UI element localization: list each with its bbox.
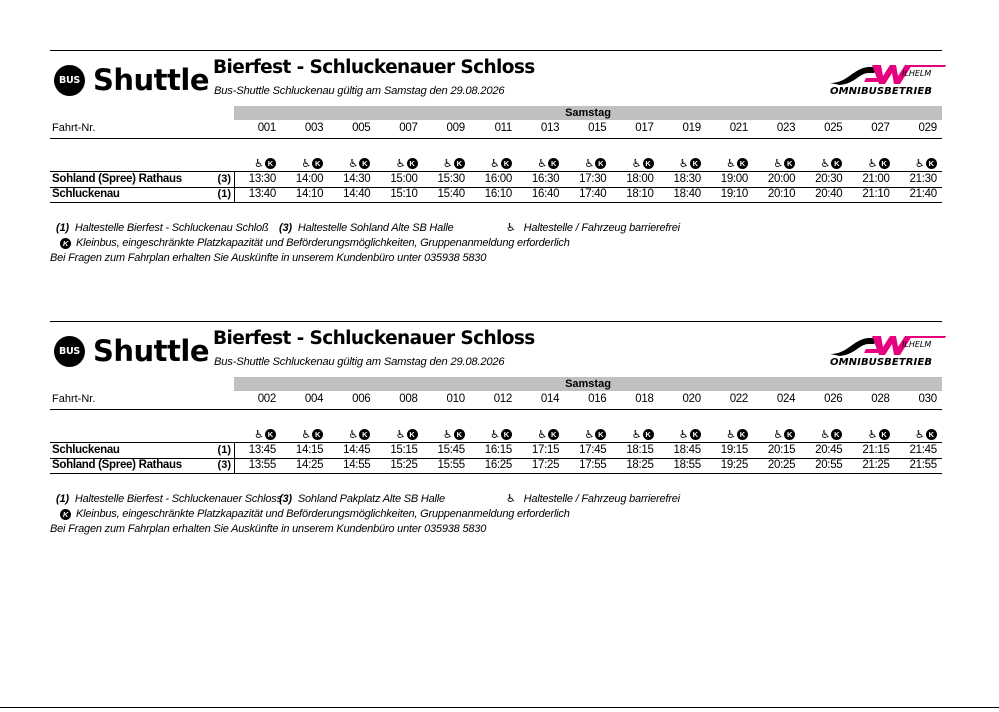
departure-time: 14:00 [295, 173, 324, 185]
trip-number: 030 [918, 393, 937, 405]
departure-time: 18:15 [626, 444, 654, 456]
trip-number: 016 [588, 393, 607, 405]
kleinbus-icon: K [643, 429, 654, 440]
departure-time: 21:45 [909, 444, 937, 456]
kleinbus-icon: K [926, 158, 937, 169]
departure-time: 20:30 [815, 173, 843, 185]
stop-note: (3) [217, 173, 231, 185]
table-rule [50, 473, 942, 474]
departure-time: 16:15 [484, 444, 512, 456]
kleinbus-icon: K [501, 429, 512, 440]
kleinbus-icon: K [784, 158, 795, 169]
barrierefrei-text: Haltestelle / Fahrzeug barrierefrei [523, 222, 680, 234]
departure-time: 20:10 [767, 188, 796, 200]
kleinbus-icon: K [60, 238, 71, 249]
kleinbus-icon: K [595, 429, 606, 440]
trip-attributes [881, 428, 937, 441]
kleinbus-icon: K [879, 158, 890, 169]
wheelchair-icon: ♿ [348, 428, 359, 441]
contact-note: Bei Fragen zum Fahrplan erhalten Sie Auskünfte in unserem Kundenbüro unter 035938 5830 [50, 523, 487, 535]
kleinbus-icon: K [831, 429, 842, 440]
trip-number: 025 [824, 122, 843, 134]
barrierefrei-text: Haltestelle / Fahrzeug barrierefrei [523, 493, 680, 505]
logo-text: Shuttle [93, 63, 210, 97]
wheelchair-icon: ♿ [584, 157, 595, 170]
departure-time: 20:25 [767, 459, 796, 471]
departure-time: 18:30 [673, 173, 701, 185]
departure-time: 16:10 [484, 188, 512, 200]
departure-time: 18:45 [673, 444, 701, 456]
kleinbus-note [60, 237, 570, 249]
logo-text: Shuttle [93, 334, 210, 368]
footnote-1-text: Haltestelle Bierfest - Schluckenauer Schloss [74, 493, 282, 505]
trip-number: 029 [918, 122, 937, 134]
trip-number: 009 [446, 122, 465, 134]
table-rule [50, 202, 942, 203]
day-header: Samstag [234, 377, 942, 391]
footnote-3-text: Sohland Pakplatz Alte SB Halle [297, 493, 445, 505]
shuttle-logo [54, 333, 209, 369]
wheelchair-icon: ♿ [631, 157, 642, 170]
wilhelm-brand-logo [828, 332, 946, 372]
wheelchair-icon: ♿ [301, 428, 312, 441]
departure-time: 21:40 [909, 188, 937, 200]
timetable-subtitle: Bus-Shuttle Schluckenau gültig am Samstag den 29.08.2026 [214, 356, 505, 368]
wheelchair-icon: ♿ [678, 157, 689, 170]
trip-number: 001 [257, 122, 276, 134]
trip-number: 020 [682, 393, 701, 405]
bus-badge-icon: BUS [54, 65, 85, 96]
trip-number: 021 [729, 122, 748, 134]
barrierefrei-note [506, 222, 680, 234]
brand-name: OMNIBUSBETRIEB [830, 357, 933, 368]
departure-time: 18:55 [673, 459, 701, 471]
kleinbus-icon: K [879, 429, 890, 440]
departure-time: 20:45 [815, 444, 843, 456]
departure-time: 13:40 [248, 188, 276, 200]
day-header: Samstag [234, 106, 942, 120]
section-top-rule [50, 50, 942, 51]
wheelchair-icon: ♿ [395, 157, 406, 170]
departure-time: 14:40 [343, 188, 371, 200]
departure-time: 18:40 [673, 188, 701, 200]
kleinbus-text: Kleinbus, eingeschränkte Platzkapazität und Beförderungsmöglichkeiten, Gruppenanmeldung erforderlich [76, 508, 570, 520]
departure-time: 21:25 [862, 459, 890, 471]
stop-name: Schluckenau [52, 188, 120, 200]
barrierefrei-note [506, 493, 680, 505]
kleinbus-icon: K [926, 429, 937, 440]
kleinbus-icon: K [60, 509, 71, 520]
trip-number: 002 [257, 393, 276, 405]
departure-time: 15:30 [437, 173, 465, 185]
kleinbus-icon: K [737, 158, 748, 169]
wheelchair-icon: ♿ [506, 493, 516, 505]
shuttle-logo [54, 62, 209, 98]
departure-time: 15:55 [437, 459, 465, 471]
stop-name: Schluckenau [52, 444, 120, 456]
footnote-1 [56, 493, 282, 505]
trip-number: 022 [729, 393, 748, 405]
brand-suffix: ILHELM [902, 69, 932, 78]
table-rule [50, 138, 942, 139]
wheelchair-icon: ♿ [537, 157, 548, 170]
timetable-subtitle: Bus-Shuttle Schluckenau gültig am Samstag den 29.08.2026 [214, 85, 505, 97]
kleinbus-icon: K [454, 158, 465, 169]
trip-number: 003 [304, 122, 324, 134]
timetable-title: Bierfest - Schluckenauer Schloss [213, 57, 535, 78]
departure-time: 14:30 [343, 173, 371, 185]
trip-number: 027 [871, 122, 890, 134]
footnote-3-key: (3) [279, 493, 292, 505]
stop-name: Sohland (Spree) Rathaus [52, 173, 182, 185]
wheelchair-icon: ♿ [726, 428, 736, 441]
departure-time: 20:40 [815, 188, 843, 200]
wheelchair-icon: ♿ [395, 428, 406, 441]
departure-time: 13:30 [248, 173, 276, 185]
kleinbus-icon: K [312, 429, 323, 440]
kleinbus-icon: K [407, 158, 418, 169]
kleinbus-icon: K [359, 158, 370, 169]
departure-time: 14:55 [343, 459, 371, 471]
departure-time: 19:15 [720, 444, 748, 456]
kleinbus-text: Kleinbus, eingeschränkte Platzkapazität und Beförderungsmöglichkeiten, Gruppenanmeldung erforderlich [76, 237, 570, 249]
kleinbus-icon: K [407, 429, 418, 440]
wheelchair-icon: ♿ [914, 428, 925, 441]
footnote-1 [56, 222, 268, 234]
stop-note: (3) [217, 459, 231, 471]
footnote-1-key: (1) [56, 493, 69, 505]
departure-time: 19:10 [720, 188, 748, 200]
trip-number: 026 [824, 393, 843, 405]
kleinbus-icon: K [548, 429, 559, 440]
footnote-3-key: (3) [279, 222, 292, 234]
trip-number: 019 [682, 122, 701, 134]
departure-time: 15:15 [390, 444, 418, 456]
kleinbus-icon: K [312, 158, 323, 169]
trip-number-label: Fahrt-Nr. [52, 393, 96, 405]
wheelchair-icon: ♿ [914, 157, 925, 170]
kleinbus-icon: K [548, 158, 559, 169]
trip-number: 011 [494, 122, 512, 134]
footnote-3-text: Haltestelle Sohland Alte SB Halle [297, 222, 454, 234]
wheelchair-icon: ♿ [537, 428, 548, 441]
departure-time: 15:40 [437, 188, 465, 200]
wheelchair-icon: ♿ [631, 428, 642, 441]
departure-time: 17:30 [579, 173, 607, 185]
kleinbus-icon: K [454, 429, 465, 440]
trip-number: 008 [399, 393, 418, 405]
trip-attributes [881, 157, 937, 170]
departure-time: 14:45 [343, 444, 371, 456]
wheelchair-icon: ♿ [584, 428, 595, 441]
trip-number: 024 [776, 393, 796, 405]
departure-time: 17:25 [531, 459, 560, 471]
wheelchair-icon: ♿ [254, 428, 264, 441]
departure-time: 17:55 [579, 459, 607, 471]
trip-number: 017 [635, 122, 654, 134]
wheelchair-icon: ♿ [254, 157, 264, 170]
kleinbus-icon: K [359, 429, 370, 440]
departure-time: 17:40 [579, 188, 607, 200]
departure-time: 16:40 [531, 188, 560, 200]
wheelchair-icon: ♿ [773, 157, 784, 170]
trip-number: 028 [871, 393, 890, 405]
kleinbus-icon: K [737, 429, 748, 440]
departure-time: 14:15 [295, 444, 324, 456]
wheelchair-icon: ♿ [301, 157, 312, 170]
wheelchair-icon: ♿ [506, 222, 516, 234]
wheelchair-icon: ♿ [442, 428, 453, 441]
kleinbus-icon: K [501, 158, 512, 169]
trip-number: 023 [776, 122, 796, 134]
table-rule [50, 171, 942, 172]
departure-time: 16:30 [531, 173, 560, 185]
departure-time: 16:00 [484, 173, 512, 185]
departure-time: 16:25 [484, 459, 512, 471]
section-top-rule [50, 321, 942, 322]
trip-number: 014 [540, 393, 560, 405]
trip-number: 012 [493, 393, 512, 405]
wheelchair-icon: ♿ [867, 428, 878, 441]
trip-number: 004 [304, 393, 324, 405]
wheelchair-icon: ♿ [348, 157, 359, 170]
stop-note: (1) [217, 188, 231, 200]
trip-number: 007 [399, 122, 418, 134]
table-rule [50, 442, 942, 443]
departure-time: 15:10 [390, 188, 418, 200]
kleinbus-icon: K [595, 158, 606, 169]
departure-time: 18:25 [626, 459, 654, 471]
wheelchair-icon: ♿ [726, 157, 736, 170]
departure-time: 21:10 [862, 188, 890, 200]
departure-time: 15:45 [437, 444, 465, 456]
departure-time: 15:25 [390, 459, 418, 471]
trip-number: 013 [540, 122, 560, 134]
wheelchair-icon: ♿ [678, 428, 689, 441]
trip-number: 018 [635, 393, 654, 405]
table-rule [50, 409, 942, 410]
departure-time: 18:10 [626, 188, 654, 200]
footnote-3 [279, 222, 454, 234]
footnote-1-text: Haltestelle Bierfest - Schluckenau Schloß [74, 222, 269, 234]
departure-time: 13:45 [248, 444, 276, 456]
bottom-rule [0, 707, 999, 708]
footnote-1-key: (1) [56, 222, 69, 234]
departure-time: 18:00 [626, 173, 654, 185]
kleinbus-icon: K [831, 158, 842, 169]
trip-number: 006 [352, 393, 371, 405]
timetable-section [50, 50, 942, 282]
departure-time: 15:00 [390, 173, 418, 185]
departure-time: 20:55 [815, 459, 843, 471]
wheelchair-icon: ♿ [490, 428, 500, 441]
departure-time: 20:00 [767, 173, 796, 185]
departure-time: 20:15 [767, 444, 796, 456]
wheelchair-icon: ♿ [867, 157, 878, 170]
departure-time: 14:10 [295, 188, 324, 200]
wheelchair-icon: ♿ [820, 428, 831, 441]
trip-number: 005 [352, 122, 371, 134]
timetable-section [50, 321, 942, 553]
wheelchair-icon: ♿ [490, 157, 500, 170]
contact-note: Bei Fragen zum Fahrplan erhalten Sie Auskünfte in unserem Kundenbüro unter 035938 5830 [50, 252, 487, 264]
kleinbus-note [60, 508, 570, 520]
trip-number-label: Fahrt-Nr. [52, 122, 96, 134]
wilhelm-brand-logo [828, 61, 946, 101]
departure-time: 21:30 [909, 173, 937, 185]
wheelchair-icon: ♿ [773, 428, 784, 441]
trip-number: 010 [446, 393, 465, 405]
wheelchair-icon: ♿ [442, 157, 453, 170]
kleinbus-icon: K [265, 429, 276, 440]
departure-time: 17:15 [531, 444, 560, 456]
departure-time: 21:00 [862, 173, 890, 185]
brand-suffix: ILHELM [902, 340, 932, 349]
departure-time: 19:00 [720, 173, 748, 185]
kleinbus-icon: K [643, 158, 654, 169]
brand-name: OMNIBUSBETRIEB [830, 86, 933, 97]
departure-time: 21:55 [909, 459, 937, 471]
departure-time: 19:25 [720, 459, 748, 471]
bus-badge-icon: BUS [54, 336, 85, 367]
wheelchair-icon: ♿ [820, 157, 831, 170]
stop-note: (1) [217, 444, 231, 456]
departure-time: 13:55 [248, 459, 276, 471]
timetable-title: Bierfest - Schluckenauer Schloss [213, 328, 535, 349]
departure-time: 14:25 [295, 459, 324, 471]
departure-time: 21:15 [862, 444, 890, 456]
departure-time: 17:45 [579, 444, 607, 456]
kleinbus-icon: K [690, 158, 701, 169]
footnote-3 [279, 493, 445, 505]
kleinbus-icon: K [265, 158, 276, 169]
stop-name: Sohland (Spree) Rathaus [52, 459, 182, 471]
kleinbus-icon: K [784, 429, 795, 440]
kleinbus-icon: K [690, 429, 701, 440]
trip-number: 015 [588, 122, 607, 134]
